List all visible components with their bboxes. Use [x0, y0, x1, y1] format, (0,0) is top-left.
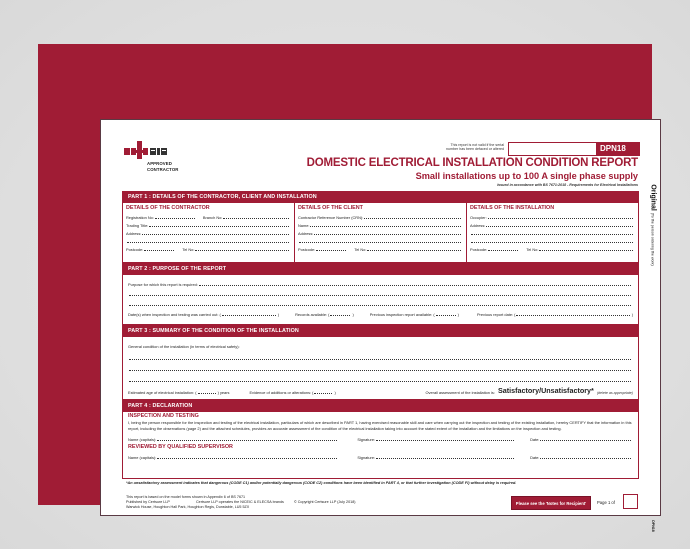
publisher-address: Warwick House, Houghton Hall Park, Houghton Regis, Dunstable, LU5 5ZX [126, 504, 250, 509]
installation-details [467, 203, 638, 263]
part1-section [122, 191, 639, 263]
installation-heading: DETAILS OF THE INSTALLATION [470, 205, 555, 211]
inspector-name-label: Name (capitals): [128, 437, 157, 443]
previous-report-field[interactable] [436, 312, 456, 316]
validity-note [401, 143, 504, 152]
registration-field[interactable] [155, 215, 195, 219]
records-field[interactable] [330, 312, 350, 316]
contractor-tel-label: Tel No: [182, 247, 195, 252]
page-of-label: Page 1 of [597, 500, 615, 505]
evidence-field[interactable] [314, 390, 332, 394]
delete-note: (delete as appropriate) [596, 391, 633, 395]
assessment-footnote: *An unsatisfactory assessment indicates that dangerous (CODE C1) and/or potentially dangerous (CODE C2) conditions have been identified in PART 4, or that further investigation (CODE FI) without delay is required. [126, 481, 517, 485]
part4-heading: PART 4 : DECLARATION [123, 401, 638, 412]
contractor-heading: DETAILS OF THE CONTRACTOR [126, 205, 210, 211]
validity-note-line-2: number has been defaced or altered [446, 147, 504, 152]
inspection-dates-field[interactable] [222, 312, 276, 316]
niceic-logo [124, 141, 182, 179]
purpose-field-3[interactable] [129, 302, 631, 306]
bracket: ) [352, 312, 354, 317]
contractor-details [123, 203, 295, 263]
crn-field[interactable] [364, 215, 461, 219]
document-frame [38, 44, 657, 532]
inspection-dates-label: Date(s) when inspection and testing was carried out: ( [128, 312, 221, 317]
previous-date-label: Previous report date: ( [476, 312, 516, 317]
crn-label: Contractor Reference Number (CRN): [298, 215, 364, 220]
copyright: © Copyright Certsure LLP (July 2018) [294, 499, 356, 504]
occupier-label: Occupier: [470, 215, 487, 220]
validity-note-line-1: This report is not valid if the serial [450, 143, 504, 147]
supervisor-date-field[interactable] [540, 455, 631, 459]
installation-postcode-label: Postcode: [470, 247, 488, 252]
inspector-name-field[interactable] [157, 437, 337, 441]
installation-tel-field[interactable] [539, 247, 633, 251]
part1-heading: PART 1 : DETAILS OF THE CONTRACTOR, CLIENT AND INSTALLATION [123, 192, 638, 203]
installation-tel-label: Tel No: [526, 247, 539, 252]
inspection-testing-heading: INSPECTION AND TESTING [128, 413, 199, 419]
installation-address-field-3[interactable] [471, 239, 633, 243]
contractor-postcode-label: Postcode: [126, 247, 144, 252]
issued-note: Issued in accordance with BS 7671:2018 - Requirements for Electrical Installations [497, 183, 638, 187]
original-side-label [648, 170, 658, 280]
client-name-label: Name: [298, 223, 310, 228]
logo-line-2: CONTRACTOR [147, 167, 179, 172]
original-label: Original [649, 184, 657, 211]
general-condition-label: General condition of the installation (in terms of electrical safety): [128, 344, 240, 349]
report-form [100, 119, 661, 532]
part4-section [122, 400, 639, 479]
supervisor-name-field[interactable] [157, 455, 337, 459]
notes-for-recipient-button[interactable]: Please see the 'Notes for Recipient' [511, 496, 591, 510]
logo-line-1: APPROVED [147, 161, 172, 166]
occupier-field[interactable] [488, 215, 633, 219]
previous-date-field[interactable] [516, 312, 629, 316]
age-label: Estimated age of electrical installation: ( [128, 390, 197, 395]
supervisor-signature-label: Signature: [357, 455, 376, 461]
client-tel-label: Tel No: [354, 247, 367, 252]
installation-address-field[interactable] [486, 223, 633, 227]
model-forms-note: This report is based on the model forms shown in Appendix 6 of BS 7671 [126, 495, 246, 499]
page-total-field[interactable] [623, 494, 638, 509]
evidence-label: Evidence of additions or alterations: ( [249, 390, 314, 395]
supervisor-name-label: Name (capitals): [128, 455, 157, 461]
original-small: (To the person ordering the work) [650, 212, 655, 266]
branch-label: Branch No: [202, 215, 223, 220]
part3-heading: PART 3 : SUMMARY OF THE CONDITION OF THE INSTALLATION [123, 326, 638, 337]
client-address-label: Address: [298, 231, 314, 236]
declaration-text: I, being the person responsible for the inspection and testing of the electrical installation, particulars of which are described in PART 1, having exercised reasonable skill and care when carrying out the inspection and testing of the existing installation, hereby CERTIFY that the information in this report, including the observations (page 2) and the attached schedules, provides an accurate assessment of the condition of the electrical installation taking into account the stated extent of the installation and the limitations on the inspection and testing. [128, 420, 632, 431]
registration-label: Registration No: [126, 215, 154, 220]
records-label: Records available: ( [295, 312, 330, 317]
client-heading: DETAILS OF THE CLIENT [298, 205, 363, 211]
client-postcode-label: Postcode: [298, 247, 316, 252]
client-name-field[interactable] [310, 223, 461, 227]
reviewed-heading: REVIEWED BY QUALIFIED SUPERVISOR [128, 444, 233, 451]
overall-label: Overall assessment of the installation is: [425, 390, 495, 395]
overall-assessment-value[interactable]: Satisfactory/Unsatisfactory* [497, 386, 594, 395]
part2-section [122, 263, 639, 325]
inspector-signature-label: Signature: [357, 437, 376, 443]
inspector-date-label: Date: [530, 437, 540, 443]
published-by: Published by Certsure LLP [126, 499, 170, 504]
client-postcode-field[interactable] [316, 247, 346, 251]
installation-address-label: Address: [470, 223, 486, 228]
contractor-tel-field[interactable] [195, 247, 289, 251]
purpose-field-2[interactable] [129, 292, 631, 296]
installation-postcode-field[interactable] [488, 247, 518, 251]
report-subtitle: Small installations up to 100 A single phase supply [415, 171, 638, 181]
bracket: ) [457, 312, 459, 317]
publisher-footer [126, 495, 356, 509]
age-field[interactable] [198, 390, 216, 394]
contractor-postcode-field[interactable] [144, 247, 174, 251]
trading-title-field[interactable] [149, 223, 289, 227]
brands-note: Certsure LLP operates the NICEIC & ELECSA brands [196, 499, 284, 504]
report-title: DOMESTIC ELECTRICAL INSTALLATION CONDITION REPORT [306, 157, 638, 169]
bracket: ) [334, 390, 336, 395]
form-code: DPN18 [596, 143, 639, 155]
general-condition-field-1[interactable] [129, 356, 631, 360]
supervisor-date-label: Date: [530, 455, 540, 461]
trading-title-label: Trading Title: [126, 223, 149, 228]
contractor-address-label: Address: [126, 231, 142, 236]
branch-field[interactable] [223, 215, 289, 219]
inspector-signature-field[interactable] [376, 437, 514, 441]
age-unit: ) years [217, 390, 230, 395]
general-condition-field-2[interactable] [129, 367, 631, 371]
contractor-address-field[interactable] [142, 231, 289, 235]
purpose-label: Purpose for which this report is required: [128, 282, 198, 287]
serial-number-field[interactable] [508, 142, 640, 156]
form-ref-side [649, 516, 657, 536]
client-tel-field[interactable] [367, 247, 461, 251]
contractor-address-field-2[interactable] [127, 239, 289, 243]
part3-section [122, 325, 639, 400]
supervisor-signature-field[interactable] [376, 455, 514, 459]
client-details [295, 203, 467, 263]
client-address-field[interactable] [314, 231, 461, 235]
previous-report-label: Previous inspection report available: ( [369, 312, 435, 317]
general-condition-field-3[interactable] [129, 378, 631, 382]
niceic-logo-icon [124, 141, 182, 159]
part2-heading: PART 2 : PURPOSE OF THE REPORT [123, 264, 638, 275]
inspector-date-field[interactable] [540, 437, 631, 441]
purpose-field[interactable] [199, 282, 631, 286]
bracket: ) [631, 312, 633, 317]
client-address-field-2[interactable] [299, 239, 461, 243]
bracket: ) [277, 312, 280, 317]
form-ref-side-text: DPN18 [651, 520, 655, 532]
installation-address-field-2[interactable] [471, 231, 633, 235]
